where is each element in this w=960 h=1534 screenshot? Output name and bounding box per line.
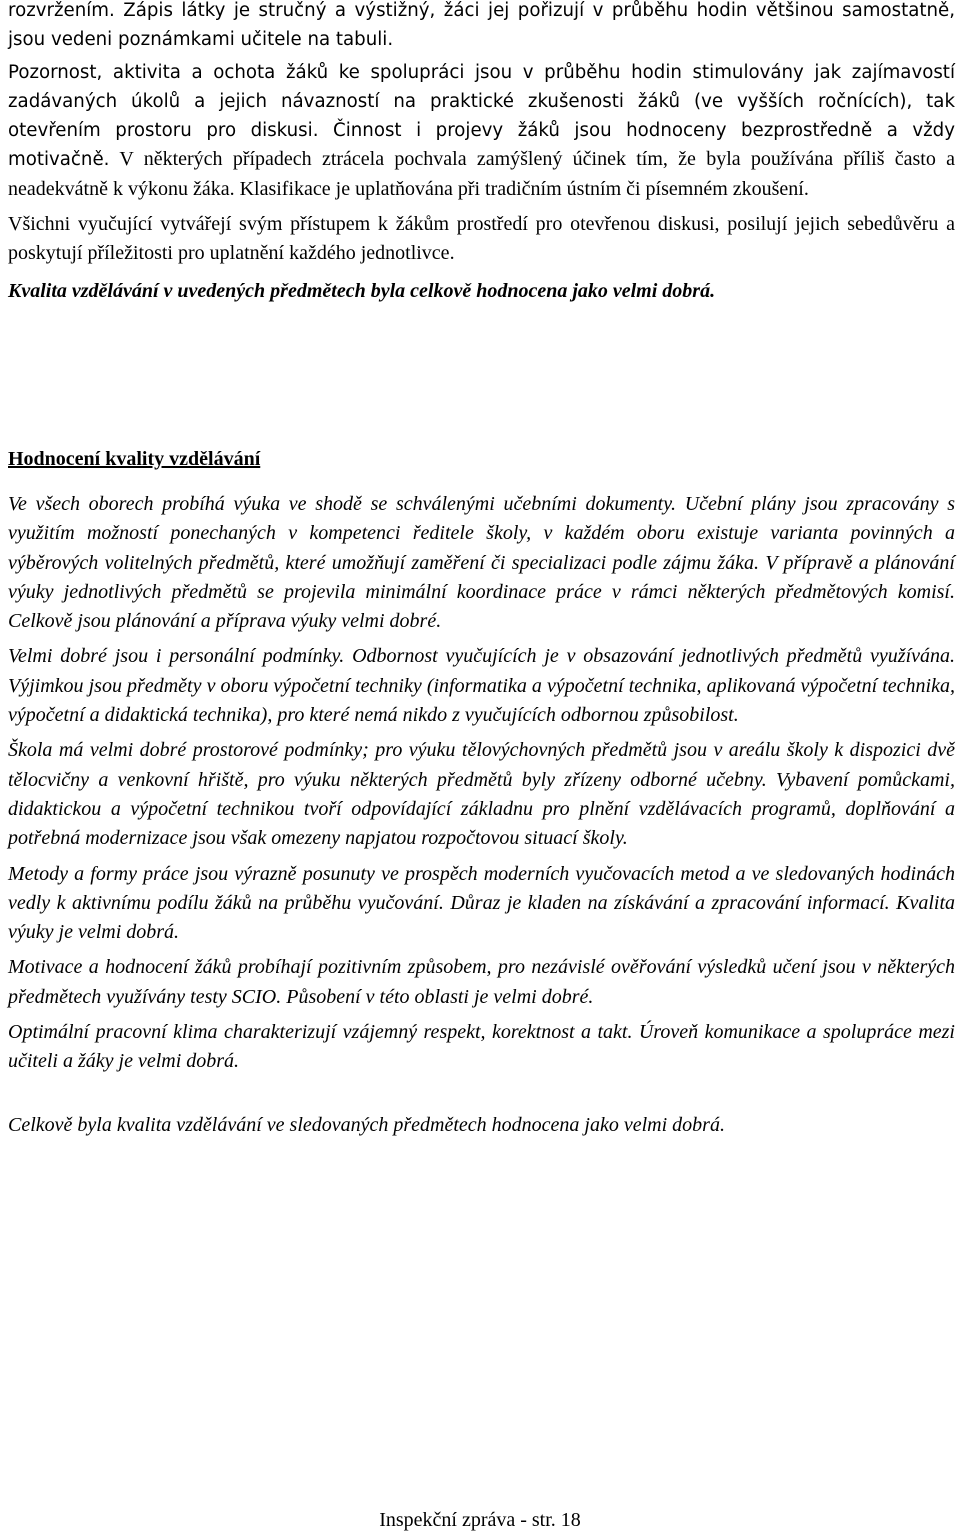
paragraph-attention-activity xyxy=(8,58,955,204)
paragraph-facilities: Škola má velmi dobré prostorové podmínky; pro výuku tělovýchovných předmětů jsou v areálu školy k dispozici dvě tělocvičny a venkovní hřiště, pro výuku některých předmětů byly zřízeny odborné učebny. Vybavení pomůckami, didaktickou a výpočetní technikou tvoří odpovídající základnu pro plnění vzdělávacích programů, doplňování a potřebná modernizace jsou však omezeny napjatou rozpočtovou situací školy. xyxy=(8,739,955,850)
paragraph-personnel: Velmi dobré jsou i personální podmínky. Odbornost vyučujících je v obsazování jednotlivých předmětů využívána. Výjimkou jsou předměty v oboru výpočetní techniky (informatika a výpočetní technika, aplikovaná výpočetní technika, výpočetní a didaktická technika), pro které nemá nikdo z vyučujících odbornou způsobilost. xyxy=(8,645,955,727)
paragraph-praise-part2: V některých případech ztrácela pochvala zamýšlený účinek tím, že byla používána příliš často a neadekvátně k výkonu žáka. Klasifikace je uplatňována při tradičním ústním či písemném zkoušení. xyxy=(8,148,955,200)
paragraph-motivation: Motivace a hodnocení žáků probíhají pozitivním způsobem, pro nezávislé ověřování výsledků učení jsou v některých předmětech využívány testy SCIO. Působení v této oblasti je velmi dobré. xyxy=(8,956,955,1008)
page-footer: Inspekční zpráva - str. 18 xyxy=(379,1509,581,1531)
paragraph-methods: Metody a formy práce jsou výrazně posunuty ve prospěch moderních vyučovacích metod a ve sledovaných hodinách vedly k aktivnímu podílu žáků na průběhu vyučování. Důraz je kladen na získávání a zpracování informací. Kvalita výuky je velmi dobrá. xyxy=(8,862,955,944)
paragraph-teachers-environment: Všichni vyučující vytvářejí svým přístupem k žákům prostředí pro otevřenou diskusi, posilují jejich sebedůvěru a poskytují příležitosti pro uplatnění každého jednotlivce. xyxy=(8,213,955,265)
paragraph-climate: Optimální pracovní klima charakterizují vzájemný respekt, korektnost a takt. Úroveň komunikace a spolupráce mezi učiteli a žáky je velmi dobrá. xyxy=(8,1021,955,1073)
document-page xyxy=(8,0,955,1140)
section-heading: Hodnocení kvality vzdělávání xyxy=(8,447,261,470)
paragraph-lesson-notes: rozvržením. Zápis látky je stručný a výstižný, žáci jej pořizují v průběhu hodin většinou samostatně, jsou vedeni poznámkami učitele na tabuli. xyxy=(8,0,955,51)
paragraph-curriculum: Ve všech oborech probíhá výuka ve shodě se schválenými učebními dokumenty. Učební plány jsou zpracovány s využitím možností ponechaných v kompetenci ředitele školy, v každém oboru existuje varianta povinných a výběrových volitelných předmětů, které umožňují zaměření či specializaci podle zájmu žáka. V přípravě a plánování výuky jednotlivých předmětů se projevila minimální koordinace práce v rámci některých předmětových komisí. Celkově jsou plánování a příprava výuky velmi dobré. xyxy=(8,492,955,633)
conclusion-statement: Celkově byla kvalita vzdělávání ve sledovaných předmětech hodnocena jako velmi dobrá. xyxy=(8,1113,725,1136)
paragraph-attention-part1: Pozornost, aktivita a ochota žáků ke spolupráci jsou v průběhu hodin stimulovány jak zajímavostí zadávaných úkolů a jejich návazností na praktické zkušenosti žáků (ve vyšších ročnících), tak otevřením prostoru pro diskusi. Činnost i projevy žáků jsou hodnoceny bezprostředně a vždy motivačně. xyxy=(8,61,955,171)
summary-statement: Kvalita vzdělávání v uvedených předmětech byla celkově hodnocena jako velmi dobrá. xyxy=(8,279,716,302)
